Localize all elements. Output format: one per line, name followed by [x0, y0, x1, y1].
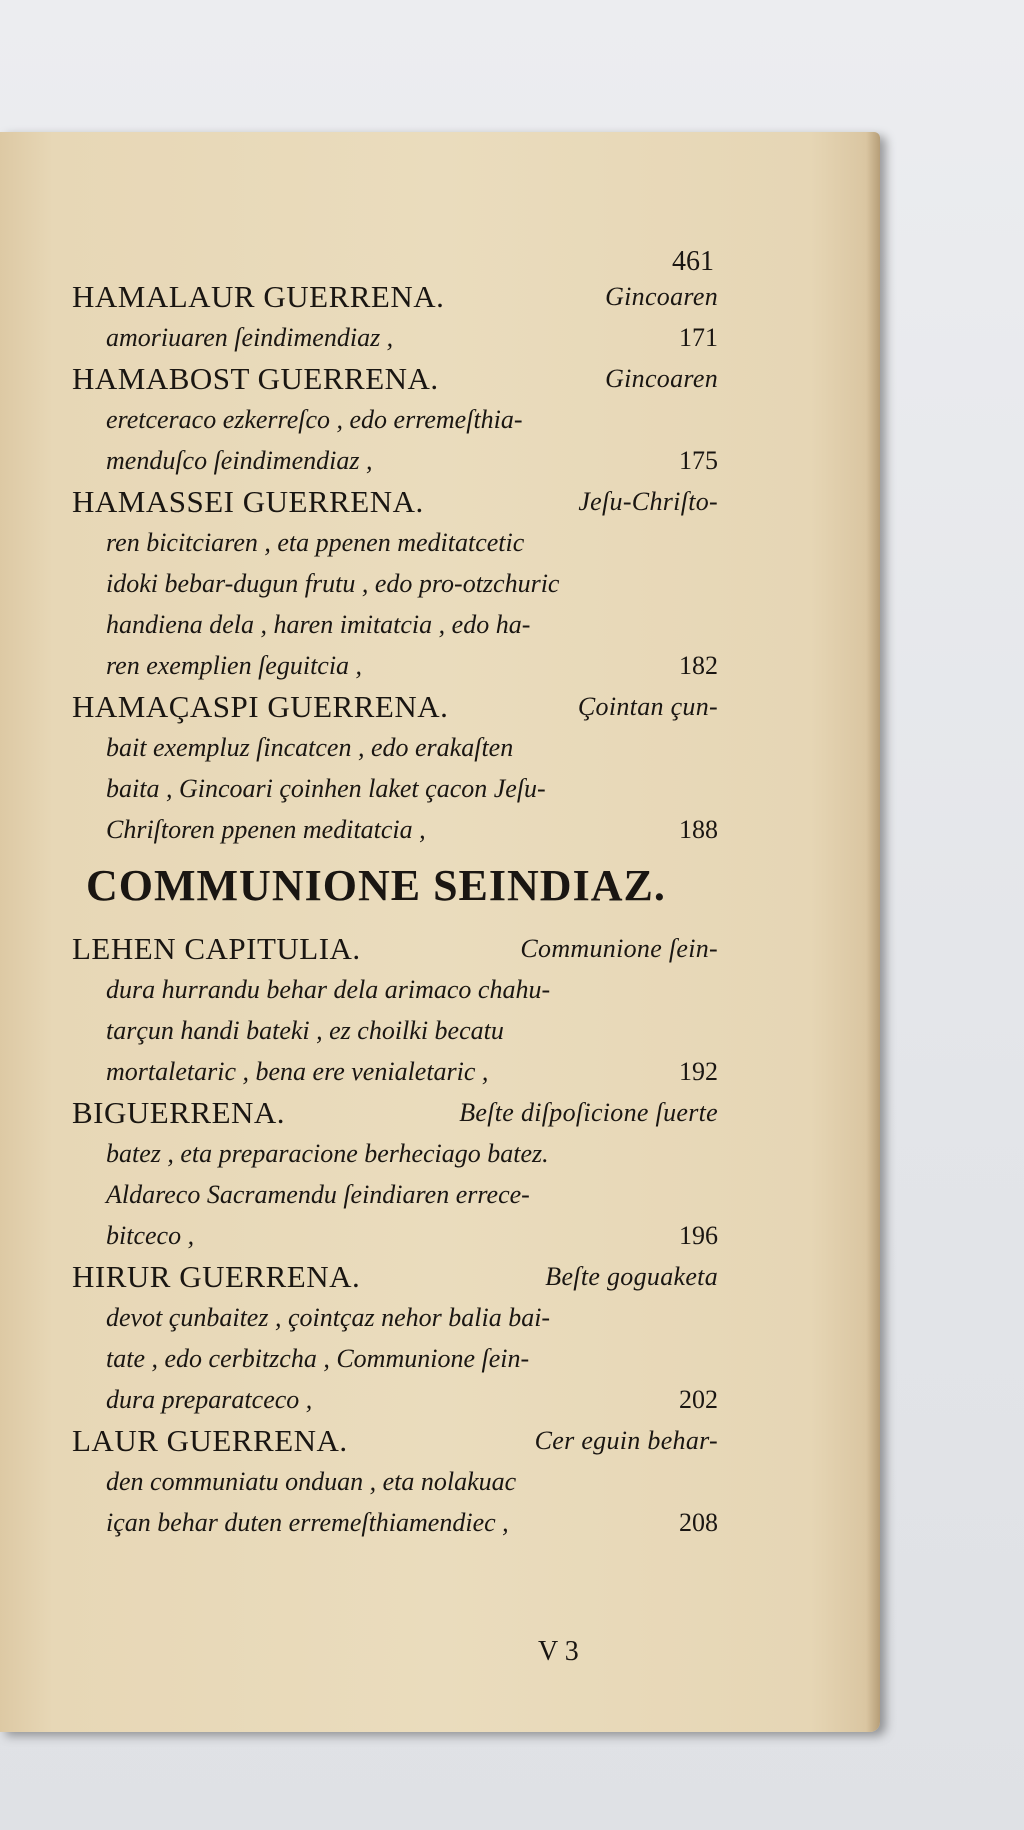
entry-text: batez , eta preparacione berheciago batez. [106, 1139, 549, 1168]
entry-heading: HAMABOST GUERRENA. [72, 361, 439, 396]
entry-page: 208 [679, 1508, 718, 1537]
entry-text: bitceco , [106, 1221, 195, 1250]
entry-text: Cer eguin behar- [534, 1426, 718, 1455]
entry-page: 175 [679, 446, 718, 475]
toc-entry [72, 928, 718, 1092]
entry-text: ren bicitciaren , eta ppenen meditatcetic [106, 528, 525, 557]
entry-text: Beſte goguaketa [545, 1262, 718, 1291]
entry-text: dura preparatceco , [106, 1385, 313, 1414]
entry-text: Communione ſein- [520, 934, 718, 963]
entry-text: devot çunbaitez , çointçaz nehor balia bai- [106, 1303, 551, 1332]
entry-text: mortaletaric , bena ere venialetaric , [106, 1057, 489, 1086]
page-content [72, 248, 718, 1543]
section-heading: COMMUNIONE SEINDIAZ. [86, 861, 666, 910]
page-number: 461 [672, 246, 714, 277]
entry-heading: HAMALAUR GUERRENA. [72, 279, 445, 314]
entry-text: Gincoaren [605, 282, 718, 311]
toc-entry [72, 276, 718, 358]
entry-text: Gincoaren [605, 364, 718, 393]
entry-heading: HIRUR GUERRENA. [72, 1259, 361, 1294]
signature-mark: V 3 [538, 1636, 579, 1667]
entry-text: Aldareco Sacramendu ſeindiaren errece- [106, 1180, 530, 1209]
entry-page: 202 [679, 1385, 718, 1414]
entry-text: menduſco ſeindimendiaz , [106, 446, 373, 475]
toc-entry [72, 1256, 718, 1420]
toc-entry [72, 686, 718, 850]
entry-heading: HAMAÇASPI GUERRENA. [72, 689, 449, 724]
entry-text: dura hurrandu behar dela arimaco chahu- [106, 975, 551, 1004]
book-page [0, 132, 880, 1732]
entry-text: ren exemplien ſeguitcia , [106, 651, 363, 680]
entry-text: den communiatu onduan , eta nolakuac [106, 1467, 517, 1496]
entry-page: 182 [679, 651, 718, 680]
toc-entry [72, 358, 718, 481]
toc-entry [72, 481, 718, 686]
entry-text: Beſte diſpoſicione ſuerte [459, 1098, 718, 1127]
entry-page: 196 [679, 1221, 718, 1250]
entry-text: amoriuaren ſeindimendiaz , [106, 323, 394, 352]
entry-text: Chriſtoren ppenen meditatcia , [106, 815, 426, 844]
entry-text: Çointan çun- [577, 692, 718, 721]
entry-heading: LAUR GUERRENA. [72, 1423, 348, 1458]
entry-heading: BIGUERRENA. [72, 1095, 286, 1130]
entry-text: içan behar duten erremeſthiamendiec , [106, 1508, 509, 1537]
entry-text: tarçun handi bateki , ez choilki becatu [106, 1016, 504, 1045]
entry-text: tate , edo cerbitzcha , Communione ſein- [106, 1344, 530, 1373]
entry-page: 188 [679, 815, 718, 844]
entry-text: idoki bebar-dugun frutu , edo pro-otzchuric [106, 569, 560, 598]
toc-entry [72, 1420, 718, 1543]
entry-text: eretceraco ezkerreſco , edo erremeſthia- [106, 405, 523, 434]
entry-text: bait exempluz ſincatcen , edo erakaſten [106, 733, 514, 762]
toc-entry [72, 1092, 718, 1256]
entry-text: Jeſu-Chriſto- [578, 487, 718, 516]
entry-heading: HAMASSEI GUERRENA. [72, 484, 424, 519]
entry-heading: LEHEN CAPITULIA. [72, 931, 361, 966]
entry-page: 171 [679, 323, 718, 352]
entry-text: handiena dela , haren imitatcia , edo ha- [106, 610, 531, 639]
entry-page: 192 [679, 1057, 718, 1086]
entry-text: baita , Gincoari çoinhen laket çacon Jeſu- [106, 774, 546, 803]
